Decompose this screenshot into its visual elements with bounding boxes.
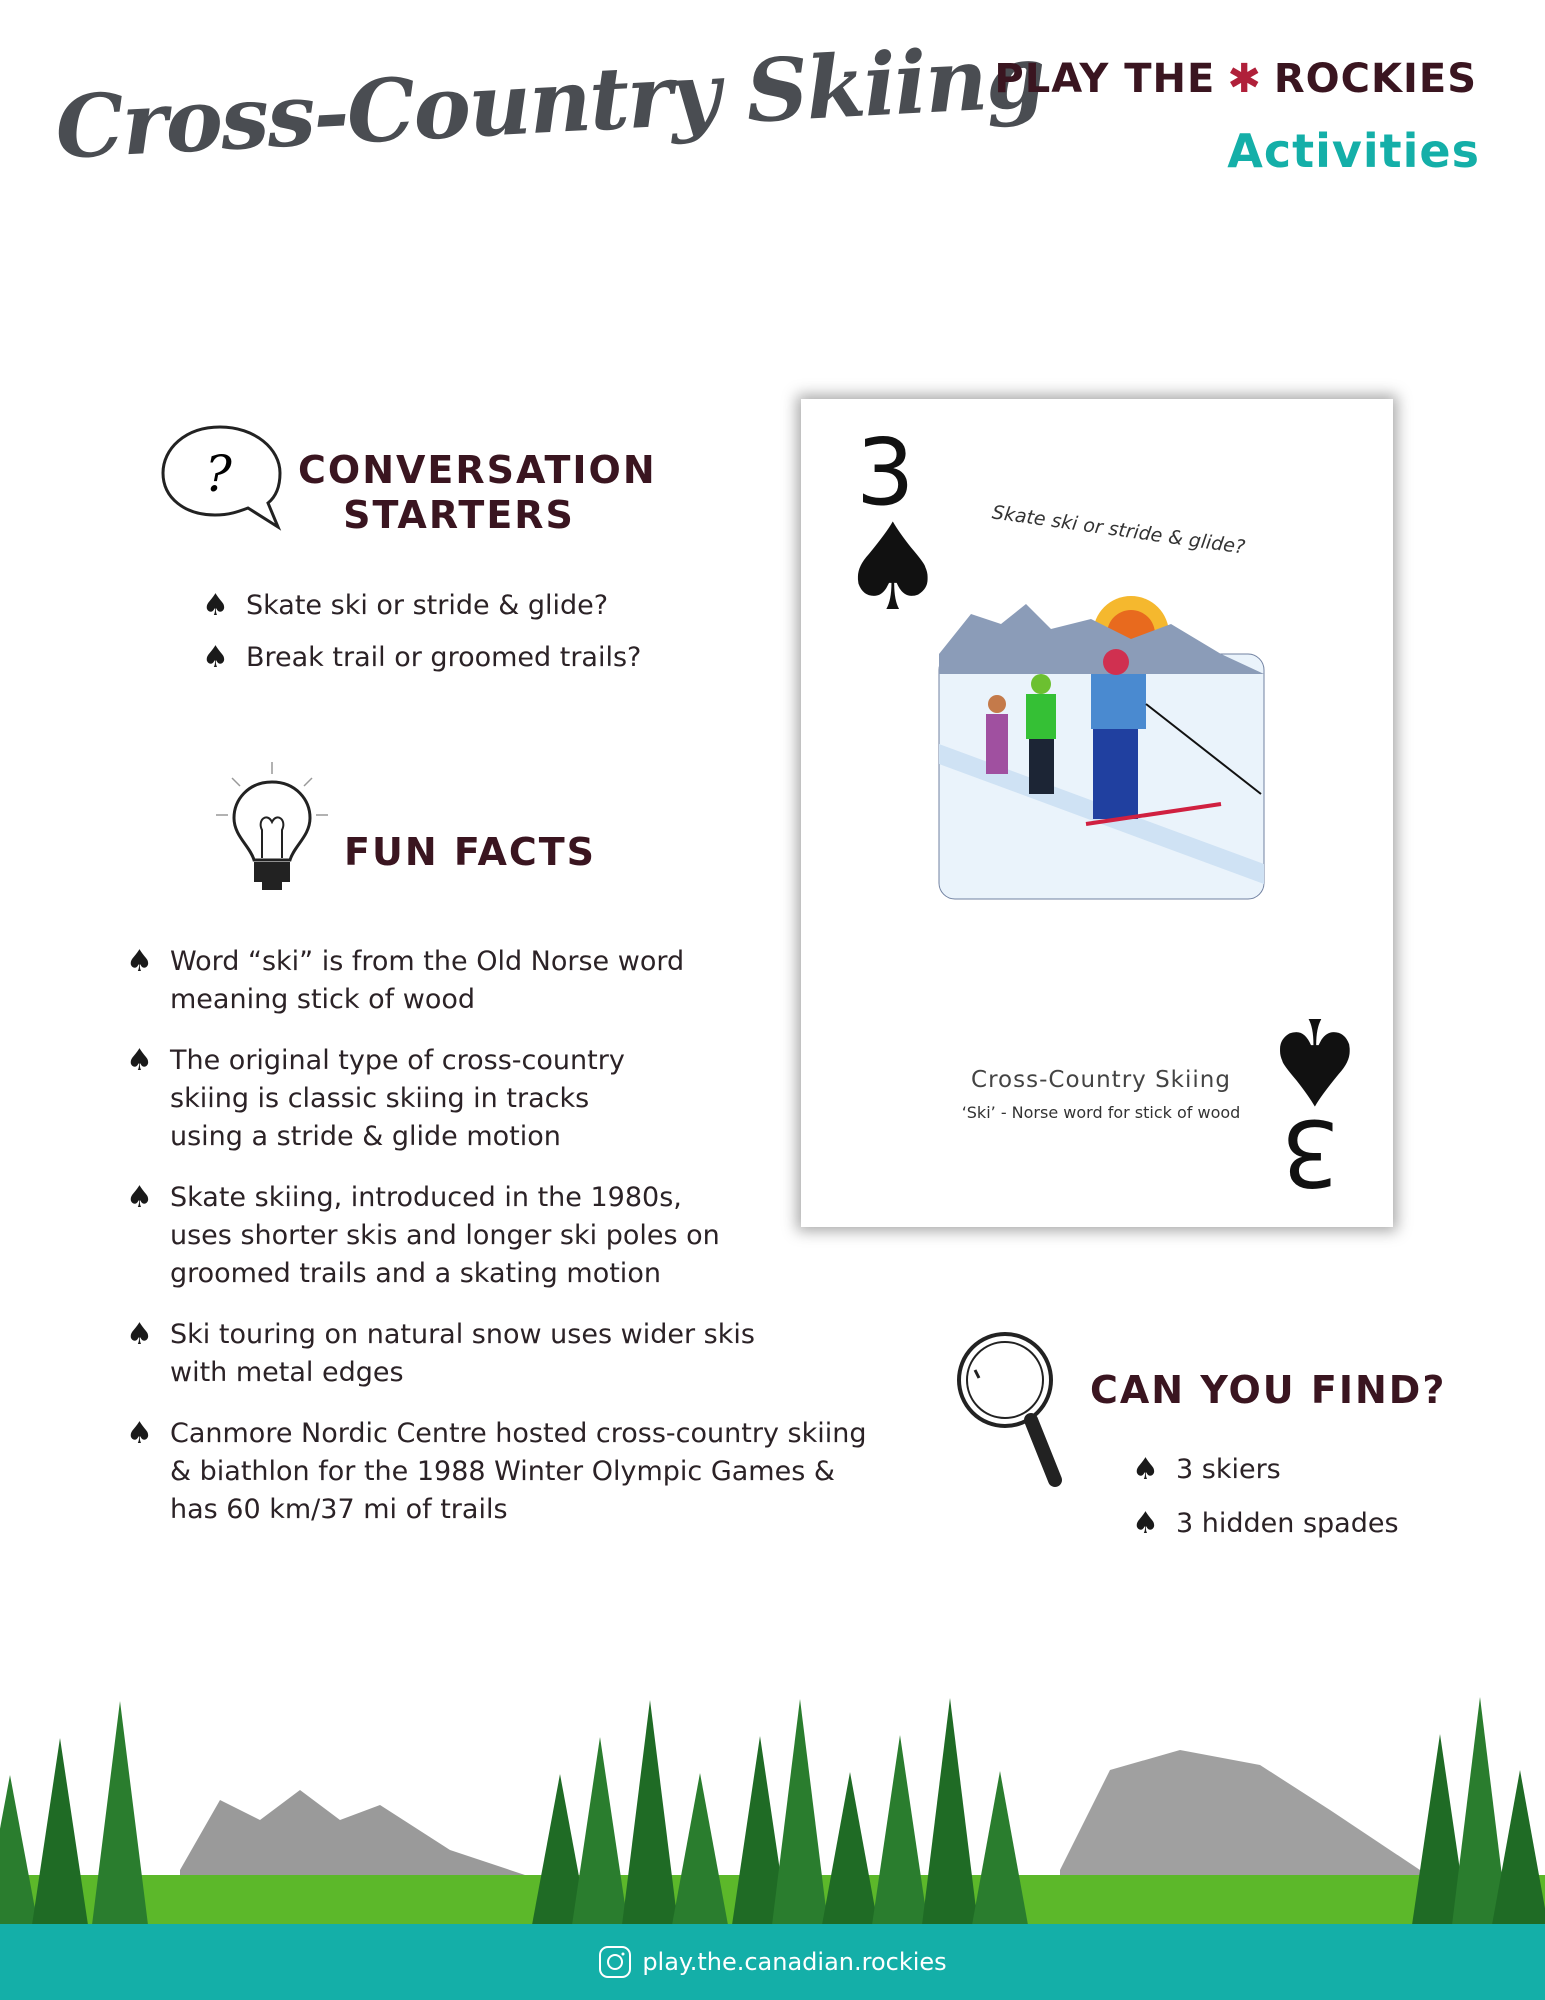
spade-icon: ♠ (126, 1180, 153, 1215)
brand-logo (994, 56, 1477, 102)
pine-tree (772, 1699, 828, 1925)
fact-line: The original type of cross-country (170, 1045, 625, 1076)
heading-line: CONVERSATION (298, 448, 657, 492)
fact-item (126, 943, 866, 1019)
playing-card (801, 399, 1393, 1227)
fact-item (126, 1316, 866, 1392)
fact-line: using a stride & glide motion (170, 1121, 561, 1152)
fact-text (170, 1179, 720, 1293)
spade-icon: ♠ (1132, 1506, 1159, 1541)
pine-tree (572, 1737, 628, 1925)
item-text: 3 hidden spades (1176, 1508, 1399, 1539)
fact-line: with metal edges (170, 1357, 404, 1388)
forest-mountain-illustration (0, 1620, 1545, 1925)
conversation-list (202, 587, 641, 677)
footer-bar (0, 1924, 1545, 2000)
fun-facts-list (126, 943, 866, 1552)
fact-text (170, 943, 684, 1019)
card-rank: 3 (856, 419, 915, 526)
svg-text:?: ? (205, 445, 232, 503)
spade-icon: ♠ (1132, 1452, 1159, 1487)
brand-right: ROCKIES (1273, 56, 1477, 102)
conversation-heading (298, 448, 657, 538)
fact-item (126, 1042, 866, 1156)
fun-facts-heading: FUN FACTS (344, 830, 597, 874)
instagram-handle[interactable]: play.the.canadian.rockies (642, 1948, 947, 1976)
card-caption: Skate ski or stride & glide? (990, 501, 1247, 559)
can-you-find-heading: CAN YOU FIND? (1090, 1368, 1447, 1412)
fact-line: uses shorter skis and longer ski poles on (170, 1220, 720, 1251)
item-text: Break trail or groomed trails? (246, 642, 642, 673)
fact-line: Word “ski” is from the Old Norse word (170, 946, 685, 977)
section-subtitle: Activities (1227, 124, 1480, 178)
list-item (1132, 1451, 1399, 1489)
item-text: Skate ski or stride & glide? (246, 590, 609, 621)
pine-tree (972, 1771, 1028, 1925)
instagram-icon[interactable] (598, 1945, 632, 1979)
list-item (202, 639, 641, 677)
card-subtitle: ‘Ski’ - Norse word for stick of wood (961, 1103, 1241, 1122)
spade-icon: ♠ (1261, 990, 1369, 1129)
fact-text (170, 1316, 755, 1392)
pine-tree (0, 1775, 38, 1925)
spade-icon: ♠ (202, 588, 229, 623)
pine-tree (672, 1773, 728, 1925)
fact-line: Canmore Nordic Centre hosted cross-country skiing (170, 1418, 867, 1449)
page-title: Cross-Country Skiing (53, 26, 1047, 179)
fact-line: groomed trails and a skating motion (170, 1258, 661, 1289)
lightbulb-icon (212, 760, 332, 895)
spade-icon: ♠ (126, 1043, 153, 1078)
pine-tree (32, 1738, 88, 1925)
card-title: Cross-Country Skiing (971, 1067, 1231, 1093)
maple-leaf-icon: ✱ (1227, 56, 1262, 102)
spade-icon: ♠ (126, 944, 153, 979)
fact-line: skiing is classic skiing in tracks (170, 1083, 590, 1114)
list-item (202, 587, 641, 625)
fact-line: meaning stick of wood (170, 984, 475, 1015)
spade-icon: ♠ (126, 1416, 153, 1451)
fact-line: Ski touring on natural snow uses wider skis (170, 1319, 755, 1350)
find-list (1132, 1451, 1399, 1543)
spade-icon: ♠ (202, 640, 229, 675)
skiers-illustration (931, 594, 1301, 904)
pine-tree (92, 1701, 148, 1925)
card-rank-inverted: 3 (1281, 1099, 1340, 1206)
list-item (1132, 1505, 1399, 1543)
heading-line: STARTERS (343, 493, 575, 537)
item-text: 3 skiers (1176, 1454, 1281, 1485)
brand-left: PLAY THE (994, 56, 1216, 102)
fact-line: Skate skiing, introduced in the 1980s, (170, 1182, 682, 1213)
fact-line: & biathlon for the 1988 Winter Olympic Games & (170, 1456, 835, 1487)
fact-item (126, 1415, 866, 1529)
spade-icon: ♠ (839, 499, 947, 638)
pine-tree (872, 1735, 928, 1925)
speech-bubble-question-icon (160, 423, 290, 533)
fact-item (126, 1179, 866, 1293)
fact-text (170, 1042, 625, 1156)
pine-tree (1492, 1770, 1545, 1925)
magnifying-glass-icon (955, 1330, 1070, 1492)
spade-icon: ♠ (126, 1317, 153, 1352)
pine-tree (622, 1700, 678, 1925)
fact-line: has 60 km/37 mi of trails (170, 1494, 508, 1525)
pine-tree (922, 1698, 978, 1925)
fact-text (170, 1415, 866, 1529)
pine-tree (822, 1772, 878, 1925)
